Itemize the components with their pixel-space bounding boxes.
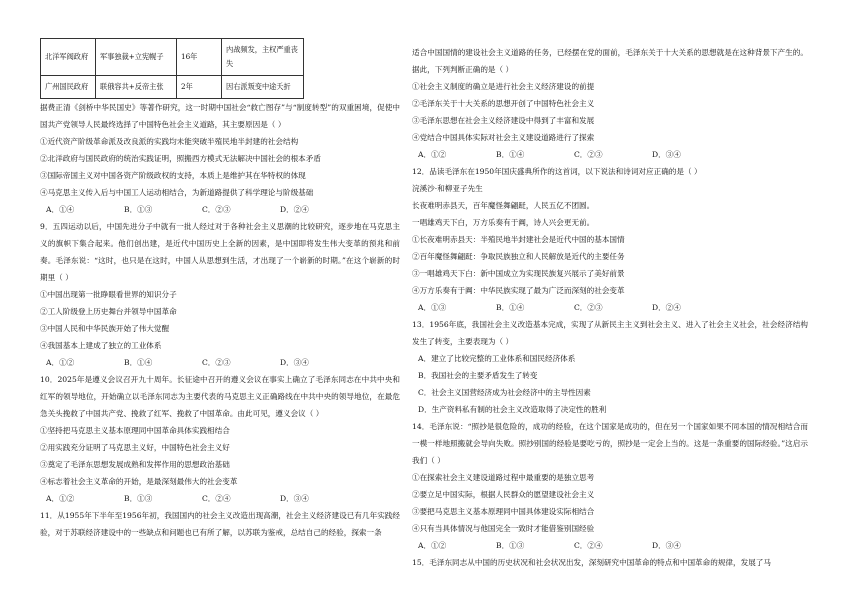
option: ②要立足中国实际，根据人民群众的愿望建设社会主义 [412, 490, 595, 499]
answer-choices [46, 354, 400, 371]
poem-line: 长夜难明赤县天，百年魔怪舞翩跹，人民五亿不团圆。 [412, 201, 595, 210]
question-11-continued: 适合中国国情的建设社会主义道路的任务，已经摆在党的面前，毛泽东关于十大关系的思想就是在这种背景下产生的。据此，下列判断正确的是（ ） [412, 48, 808, 74]
choice-b[interactable]: B．①④ [496, 150, 525, 159]
poem-line: 一唱雄鸡天下白，万方乐奏有于阗，诗人兴会更无前。 [412, 218, 595, 227]
option: ④只有当具体情况与他国完全一致时才能借鉴别国经验 [412, 524, 595, 533]
option: ④万方乐奏有于阗：中华民族实现了最为广泛而深刻的社会变革 [412, 286, 625, 295]
question-11-stem: 11．从1955年下半年至1956年初，我国国内的社会主义改造出现高潮，社会主义经济建设已有几年实践经验，对于苏联经济建设中的一些缺点和问题也已有所了解，以苏联为鉴戒，总结自己的经验，探索一条 [40, 511, 400, 537]
option: ③毛泽东思想在社会主义经济建设中得到了丰富和发展 [412, 116, 595, 125]
option: ③一唱雄鸡天下白：新中国成立为实现民族复兴展示了美好前景 [412, 269, 625, 278]
option: ①坚持把马克思主义基本原理同中国革命具体实践相结合 [40, 426, 230, 435]
choice-a[interactable]: A．①② [418, 150, 447, 159]
choice-c[interactable]: C．②④ [574, 541, 603, 550]
option: ③要把马克思主义基本原理同中国具体建设实际相结合 [412, 507, 595, 516]
choice-d[interactable]: D．③④ [280, 358, 309, 367]
option: ②工人阶级登上历史舞台并领导中国革命 [40, 307, 177, 316]
question-9-stem: 9．五四运动以后，中国先进分子中就有一批人经过对于各种社会主义思潮的比较研究，逐步地在马克思主义的旗帜下集合起来。他们创出建，是近代中国历史上全新的因素，是中国即将发生伟大变革的预兆和前奏。毛泽东说：“这时，也只是在这时，中国人从思想到生活，才出现了一个崭新的时期。”在这个崭新的时期里（ ） [40, 222, 400, 282]
option: ①近代资产阶级革命派及改良派的实践均未能突破半殖民地半封建的社会结构 [40, 137, 299, 146]
choice-c[interactable]: C．②③ [574, 150, 603, 159]
table-row [41, 76, 304, 99]
answer-choices [46, 490, 400, 507]
choice-d[interactable]: D．生产资料私有制的社会主义改造取得了决定性的胜利 [418, 405, 607, 414]
answer-choices [46, 201, 400, 218]
table-cell: 北洋军阀政府 [41, 39, 96, 76]
left-column [40, 38, 400, 541]
poem-title: 浣溪沙·和柳亚子先生 [412, 184, 483, 193]
choice-b[interactable]: B．我国社会的主要矛盾发生了转变 [418, 371, 538, 380]
option: ②用实践充分证明了马克思主义好，中国特色社会主义好 [40, 443, 230, 452]
answer-choices [418, 146, 808, 163]
choice-a[interactable]: A．①② [46, 494, 75, 503]
choice-c[interactable]: C．②③ [574, 303, 603, 312]
choice-c[interactable]: C．社会主义国营经济成为社会经济中的主导性因素 [418, 388, 591, 397]
choice-b[interactable]: B．①③ [124, 494, 153, 503]
option: ④标志着社会主义革命的开始，是最深刻最伟大的社会变革 [40, 477, 238, 486]
option: ①长夜难明赤县天：半殖民地半封建社会是近代中国的基本国情 [412, 235, 625, 244]
table-cell: 军事独裁+立宪幌子 [96, 39, 177, 76]
choice-b[interactable]: B．①④ [124, 358, 153, 367]
question-13-stem: 13．1956年底，我国社会主义改造基本完成，实现了从新民主主义到社会主义、进入了社会主义社会，社会经济结构发生了转变，主要表现为（ ） [412, 320, 808, 346]
option: ①中国出现第一批睁眼看世界的知识分子 [40, 290, 177, 299]
choice-d[interactable]: D．③④ [652, 541, 681, 550]
option: ④党结合中国具体实际对社会主义建设道路进行了探索 [412, 133, 595, 142]
question-14-stem: 14．毛泽东说：“照抄是很危险的，成功的经验，在这个国家是成功的，但在另一个国家如果不同本国的情况相结合而一模一样地照搬就会导向失败。照抄别国的经验是要吃亏的，照抄是一定会上当的。这是一条重要的国际经验。”这启示我们（ ） [412, 422, 808, 465]
choice-a[interactable]: A．①③ [418, 303, 447, 312]
choice-a[interactable]: A．①② [46, 358, 75, 367]
choice-d[interactable]: D．②④ [280, 205, 309, 214]
option: ①社会主义制度的确立是进行社会主义经济建设的前提 [412, 82, 595, 91]
table-row [41, 39, 304, 76]
option: ③中国人民和中华民族开始了伟大觉醒 [40, 324, 170, 333]
answer-choices [418, 299, 808, 316]
option: ④我国基本上建成了独立的工业体系 [40, 341, 162, 350]
option: ③国际帝国主义对中国各资产阶级政权的支持，本质上是维护其在华特权的体现 [40, 171, 306, 180]
question-8-stem: 据费正清《剑桥中华民国史》等著作研究，这一时期中国社会“救亡图存”与“制度转型”的双重困境，促使中国共产党领导人民最终选择了中国特色社会主义道路，其主要原因是（ ） [40, 103, 400, 129]
choice-c[interactable]: C．②③ [202, 205, 231, 214]
option: ②北洋政府与国民政府的统治实践证明，照搬西方模式无法解决中国社会的根本矛盾 [40, 154, 321, 163]
choice-d[interactable]: D．③④ [652, 150, 681, 159]
table-cell: 16年 [177, 39, 222, 76]
choice-a[interactable]: A．建立了比较完整的工业体系和国民经济体系 [418, 354, 576, 363]
choice-b[interactable]: B．①③ [496, 541, 525, 550]
choice-d[interactable]: D．②④ [652, 303, 681, 312]
choice-c[interactable]: C．②③ [202, 358, 231, 367]
option: ②百年魔怪舞翩跹：争取民族独立和人民解放是近代的主要任务 [412, 252, 625, 261]
option: ②毛泽东关于十大关系的思想开创了中国特色社会主义 [412, 99, 595, 108]
option: ①在探索社会主义建设道路过程中最重要的是独立思考 [412, 473, 595, 482]
table-cell: 因右派叛变中途夭折 [222, 76, 304, 99]
choice-a[interactable]: A．①② [418, 541, 447, 550]
table-cell: 2年 [177, 76, 222, 99]
question-12-stem: 12．品读毛泽东在1950年国庆盛典所作的这首词，以下说法和诗词对应正确的是（ ） [412, 167, 702, 176]
choice-b[interactable]: B．①④ [496, 303, 525, 312]
table-cell: 广州国民政府 [41, 76, 96, 99]
option: ③奠定了毛泽东思想发展成熟和发挥作用的思想政治基础 [40, 460, 230, 469]
option: ④马克思主义传入后与中国工人运动相结合，为新道路提供了科学理论与阶级基础 [40, 188, 314, 197]
table-cell: 内战频发，主权严重丧失 [222, 39, 304, 76]
choice-c[interactable]: C．②④ [202, 494, 231, 503]
table-cell: 联俄容共+反帝主张 [96, 76, 177, 99]
choice-a[interactable]: A．①④ [46, 205, 75, 214]
answer-choices [418, 537, 808, 554]
comparison-table [40, 38, 304, 99]
question-10-stem: 10．2025年是遵义会议召开九十周年。长征途中召开的遵义会议在事实上确立了毛泽东同志在中共中央和红军的领导地位，开始确立以毛泽东同志为主要代表的马克思主义正确路线在中共中央的领导地位，在最危急关头挽救了中国共产党、挽救了红军、挽救了中国革命。由此可见，遵义会议（ ） [40, 375, 400, 418]
right-column [412, 44, 808, 571]
choice-b[interactable]: B．①③ [124, 205, 153, 214]
choice-d[interactable]: D．③④ [280, 494, 309, 503]
question-15-stem: 15．毛泽东同志从中国的历史状况和社会状况出发，深刻研究中国革命的特点和中国革命的规律，发展了马 [412, 558, 771, 567]
